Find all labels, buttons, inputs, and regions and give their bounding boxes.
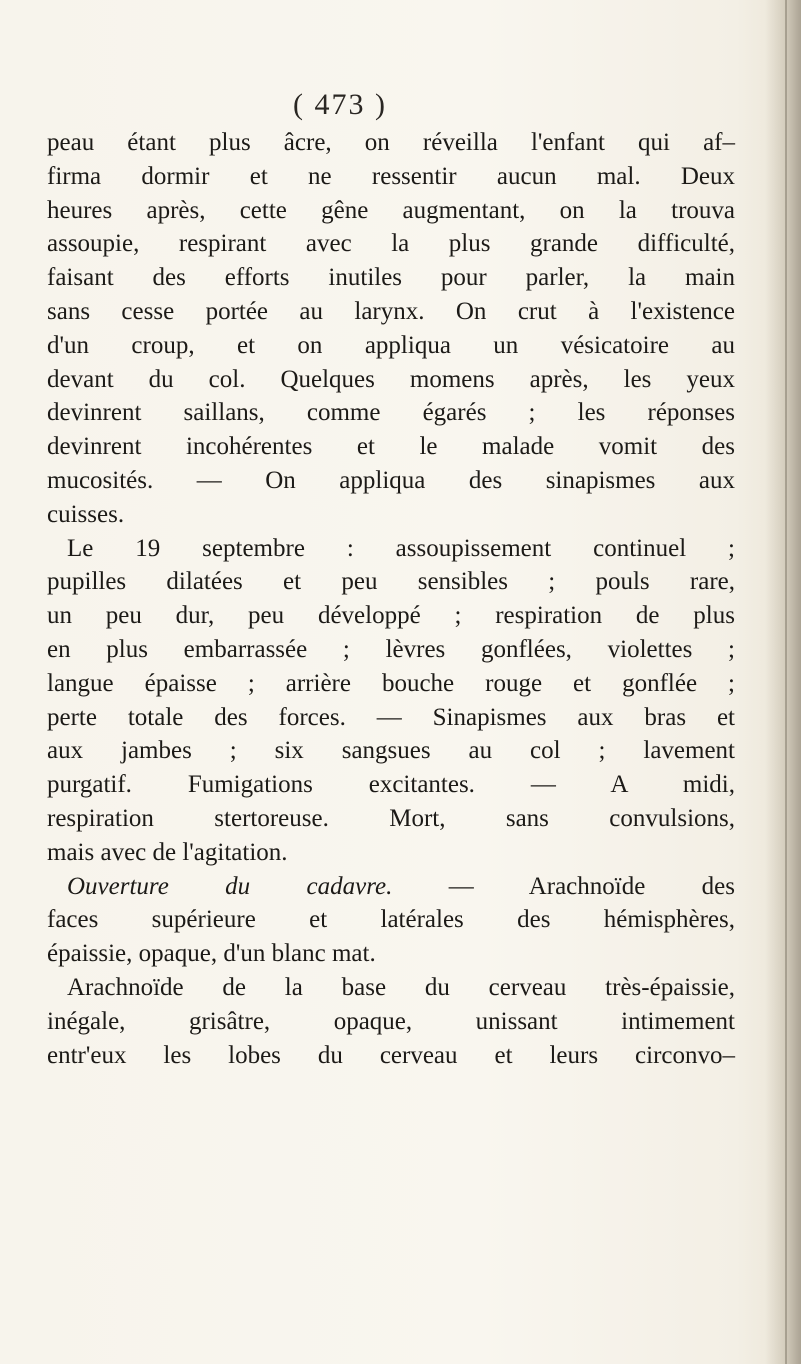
section-heading: Ouverture du cadavre. [67,872,393,900]
text-line: épaissie, opaque, d'un blanc mat. [47,940,376,968]
text-line: d'un croup, et on appliqua un vésicatoire au [47,331,735,359]
text-line: un peu dur, peu développé ; respiration de plus [47,602,735,630]
text-line: pupilles dilatées et peu sensibles ; pouls rare, [47,568,735,596]
text-line: en plus embarrassée ; lèvres gonflées, violettes ; [47,635,735,663]
text-line: heures après, cette gêne augmentant, on la trouva [47,196,735,224]
text-line: devinrent saillans, comme égarés ; les réponses [47,399,735,427]
text-line: respiration stertoreuse. Mort, sans convulsions, [47,804,735,832]
text-line: devinrent incohérentes et le malade vomit des [47,433,735,461]
page-edge-line [785,0,787,1364]
text-line-section [47,870,735,904]
page-edge-shadow [765,0,801,1364]
text-line: entr'eux les lobes du cerveau et leurs circonvo– [47,1041,735,1069]
text-line: Le 19 septembre : assoupissement continuel ; [67,534,735,562]
text-line: mucosités. — On appliqua des sinapismes aux [47,466,735,494]
text-line: sans cesse portée au larynx. On crut à l'existence [47,297,735,325]
body-text [47,126,735,1072]
text-line: aux jambes ; six sangsues au col ; lavement [47,737,735,765]
text-line: Arachnoïde de la base du cerveau très-épaissie, [67,973,735,1001]
text-line: peau étant plus âcre, on réveilla l'enfant qui af– [47,129,735,156]
page-number: ( 473 ) [293,88,387,121]
text-line: mais avec de l'agitation. [47,838,288,866]
text-line: inégale, grisâtre, opaque, unissant intimement [47,1007,735,1035]
text-line: perte totale des forces. — Sinapismes aux bras et [47,703,735,731]
text-line: faisant des efforts inutiles pour parler, la main [47,264,735,292]
section-heading-continuation: — Arachnoïde des [392,872,735,900]
text-line: purgatif. Fumigations excitantes. — A midi, [47,771,735,799]
text-line: cuisses. [47,500,125,528]
text-line: assoupie, respirant avec la plus grande difficulté, [47,230,735,258]
text-line: langue épaisse ; arrière bouche rouge et gonflée ; [47,669,735,697]
text-line: faces supérieure et latérales des hémisphères, [47,906,735,934]
text-line: firma dormir et ne ressentir aucun mal. Deux [47,162,735,190]
text-line: devant du col. Quelques momens après, les yeux [47,365,735,393]
